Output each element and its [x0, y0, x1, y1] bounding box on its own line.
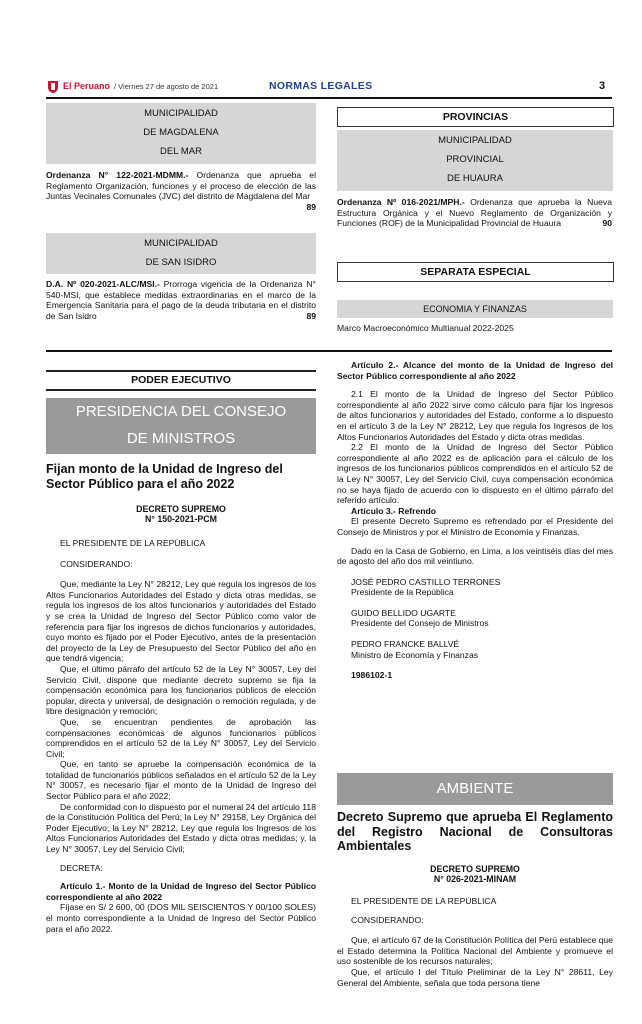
org-line: MUNICIPALIDAD — [438, 135, 512, 146]
art2-p2: 2.2 El monto de la Unidad de Ingreso del Sector Público correspondiente al año 2022 es de aplicación para el cálculo de los ingresos de los funcionarios públicos comprendidos en el artículo 52 de la Ley N° 30057, Ley del Servicio Civil, cuya compensación económica no se haya fijado de acuerdo con lo dispuesto en el último párrafo del referido artículo. — [337, 442, 613, 506]
org-line: DE MAGDALENA — [143, 127, 219, 138]
index-entry-huaura[interactable] — [337, 197, 612, 229]
signer-block — [337, 577, 613, 661]
org-line: DEL MAR — [160, 146, 202, 157]
considerando-p2: Que, el último párrafo del artículo 52 de la Ley N° 30057, Ley del Servicio Civil, dispone que mediante decreto supremo se fija la compensación económica para los funcionarios públicos de elección popular, directa y universal, de designación o remoción regulada, y de libre designación y remoción; — [46, 663, 316, 717]
provincias-heading: PROVINCIAS — [337, 107, 614, 127]
marco-macro-entry[interactable]: Marco Macroeconómico Multianual 2022-2025 — [337, 323, 514, 333]
entry-ref: D.A. Nº 020-2021-ALC/MSI.- — [46, 279, 160, 289]
presidente-line: EL PRESIDENTE DE LA REPÚBLICA — [351, 896, 497, 906]
signer-name: GUIDO BELLIDO UGARTE — [351, 607, 456, 618]
index-entry-magdalena[interactable] — [46, 170, 316, 212]
entry-ref: Ordenanza N° 122-2021-MDMM.- — [46, 170, 189, 180]
art1-text: Fíjase en S/ 2 600, 00 (DOS MIL SEISCIENTOS Y 00/100 SOLES) el monto correspondiente a la Unidad de Ingreso del Sector Público para el año 2022. — [46, 902, 316, 934]
art2-p1: 2.1 El monto de la Unidad de Ingreso del Sector Público correspondiente al año 2022 sirve como cálculo para fijar los ingresos de altos funcionarios y autoridades del Estado, conforme a lo dispuesto en el artículo 3 de la Ley N° 28212, Ley que regula los Ingresos de los Altos Funcionarios Autoridades del Estado y dicta otras medidas. — [337, 389, 613, 442]
entry-page: 90 — [602, 218, 612, 229]
index-bottom-rule — [46, 350, 612, 352]
page-number: 3 — [599, 80, 606, 92]
entry-page: 89 — [306, 310, 316, 321]
art2-title: Artículo 2.- Alcance del monto de la Unidad de Ingreso del Sector Público correspondiente al año 2022 — [337, 360, 613, 381]
art1-title: Artículo 1.- Monto de la Unidad de Ingreso del Sector Público correspondiente al año 2022 — [46, 881, 316, 902]
considerando-p5: De conformidad con lo dispuesto por el numeral 24 del artículo 118 de la Constitución Política del Perú; la Ley N° 29158, Ley Orgánica del Poder Ejecutivo; la Ley N° 28212, Ley que regula los Ingresos de los Altos Funcionarios Autoridades del Estado y dicta otras medidas; y, la Ley N° 30057, Ley del Servicio Civil; — [46, 801, 316, 855]
org-line: MUNICIPALIDAD — [144, 238, 218, 249]
signer-role: Presidente del Consejo de Ministros — [351, 618, 489, 629]
considerando-p3: Que, se encuentran pendientes de aprobación las compensaciones económicas de algunos funcionarios públicos comprendidos en el artículo 52 de la Ley N° 30057, Ley del Servicio Civil; — [46, 716, 316, 759]
considerando-p4: Que, en tanto se apruebe la compensación económica de la totalidad de funcionarios públicos señalados en el artículo 52 de la Ley N° 30057, es necesario fijar el monto de la Unidad de Ingreso del Sector Público para el año 2022; — [46, 759, 316, 802]
header-date: / Viernes 27 de agosto de 2021 — [114, 82, 219, 91]
header-logo — [46, 80, 60, 94]
entry-text: Prorroga vigencia de la Ordenanza N° 540-MSI, que establece medidas extraordinarias en el marco de la Emergencia Sanitaria para el pago de la deuda tributaria en el distrito de San Isidro — [46, 279, 316, 321]
norma-title-1: Fijan monto de la Unidad de Ingreso del Sector Público para el año 2022 — [46, 462, 283, 491]
entry-text: Ordenanza que aprueba el Reglamento Organización, funciones y el proceso de elección de las Juntas Vecinales Comunales (JVC) del distrito de Magdalena del Mar — [46, 170, 316, 202]
entry-page: 89 — [306, 201, 316, 212]
norma-title-2: Decreto Supremo que aprueba El Reglamento del Registro Nacional de Consultoras Ambientales — [337, 810, 613, 853]
org-line: MUNICIPALIDAD — [144, 108, 218, 119]
pcm-line: DE MINISTROS — [126, 430, 236, 447]
right-body-2 — [337, 896, 613, 988]
ds-line: N° 026-2021-MINAM — [433, 874, 517, 884]
econ-finanzas-box: ECONOMIA Y FINANZAS — [337, 300, 613, 318]
art3-title: Artículo 3.- Refrendo — [351, 505, 436, 516]
ds-number-1 — [46, 504, 316, 524]
entry-text: Ordenanza que aprueba la Nueva Estructura Orgánica y el Nuevo Reglamento de Organización y Funciones (ROF) de la Municipalidad Provincial de Huaura — [337, 197, 612, 229]
presidente-line: EL PRESIDENTE DE LA REPÚBLICA — [60, 538, 206, 548]
ds-line: DECRETO SUPREMO — [430, 864, 520, 874]
pcm-banner — [46, 398, 316, 454]
ds-number-2 — [337, 864, 613, 884]
signer-name: JOSÉ PEDRO CASTILLO TERRONES — [351, 576, 501, 587]
signer-role: Presidente de la República — [351, 587, 454, 598]
org-line: PROVINCIAL — [446, 154, 504, 165]
signer-name: PEDRO FRANCKE BALLVÉ — [351, 639, 460, 650]
poder-ejecutivo-heading: PODER EJECUTIVO — [46, 370, 316, 391]
org-line: DE HUAURA — [447, 173, 503, 184]
pcm-line: PRESIDENCIA DEL CONSEJO — [75, 403, 287, 420]
considerando-q1: Que, el artículo 67 de la Constitución Política del Perú establece que el Estado determina la Política Nacional del Ambiente y promueve el uso sostenible de los recursos naturales; — [337, 935, 613, 967]
considerando-line: CONSIDERANDO: — [60, 558, 133, 569]
dado-line: Dado en la Casa de Gobierno, en Lima, a los veintiséis días del mes de agosto del año dos mil veintiuno. — [337, 545, 613, 567]
separata-heading: SEPARATA ESPECIAL — [337, 262, 614, 282]
norma-code: 1986102-1 — [351, 670, 393, 681]
signer-role: Ministro de Economía y Finanzas — [351, 649, 479, 660]
shield-icon — [46, 80, 60, 94]
header-brand: El Peruano — [63, 81, 111, 91]
index-org-sanisidro — [46, 233, 316, 274]
ambiente-banner: AMBIENTE — [337, 773, 613, 805]
index-org-magdalena — [46, 103, 316, 164]
header-section: NORMAS LEGALES — [269, 80, 373, 92]
left-body — [46, 538, 316, 934]
decreta-line: DECRETA: — [60, 862, 103, 873]
ds-line: N° 150-2021-PCM — [145, 514, 217, 524]
considerando-q2: Que, el artículo I del Título Preliminar de la Ley N° 28611, Ley General del Ambiente, señala que toda persona tiene — [337, 966, 613, 988]
ds-line: DECRETO SUPREMO — [136, 504, 226, 514]
org-line: DE SAN ISIDRO — [145, 257, 217, 268]
index-org-huaura — [337, 130, 613, 191]
art3-text: El presente Decreto Supremo es refrendado por el Presidente del Consejo de Ministros y por el Ministro de Economía y Finanzas. — [337, 516, 613, 537]
considerando-line: CONSIDERANDO: — [351, 914, 424, 925]
considerando-p1: Que, mediante la Ley N° 28212, Ley que regula los ingresos de los Altos Funcionarios Autoridades del Estado y dicta otras medidas, se regula los ingresos de los altos funcionarios y autoridades del Estado y se crea la Unidad de Ingreso del Sector Público como valor de referencia para fijar los ingresos de dichos funcionarios y autoridades, cuyo monto es fijado por el Poder Ejecutivo, antes de la presentación del proyecto de la Ley de Presupuesto del Sector Público del año en que tendrá vigencia; — [46, 579, 316, 664]
header-rule — [46, 97, 612, 99]
entry-ref: Ordenanza Nº 016-2021/MPH.- — [337, 197, 465, 207]
index-entry-sanisidro[interactable] — [46, 279, 316, 321]
right-body — [337, 360, 613, 681]
